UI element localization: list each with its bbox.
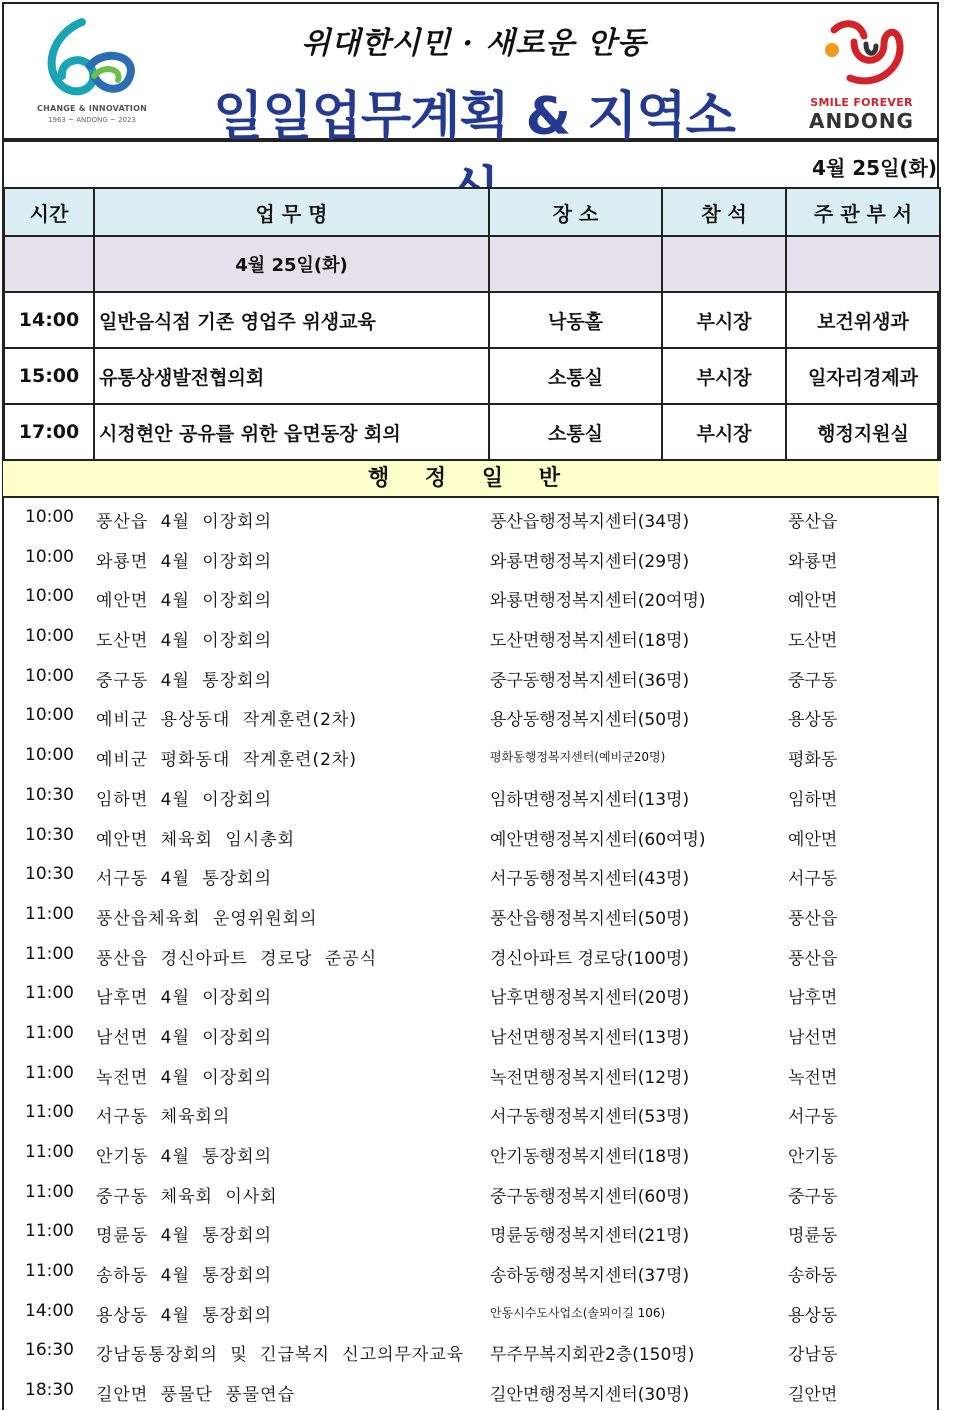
list-item — [3, 657, 939, 697]
item-dept: 중구동 — [788, 670, 838, 691]
item-place: 용상동행정복지센터(50명) — [490, 710, 690, 731]
event-place: 소통실 — [489, 348, 662, 404]
list-item — [3, 498, 939, 538]
item-name: 예안면 4월 이장회의 — [96, 591, 272, 612]
item-name: 용상동 4월 통장회의 — [96, 1305, 272, 1326]
list-item — [3, 1371, 939, 1411]
item-time: 18:30 — [25, 1380, 74, 1401]
item-dept: 풍산읍 — [788, 512, 838, 532]
list-item — [3, 736, 939, 776]
list-item — [3, 696, 939, 736]
list-item — [3, 617, 939, 657]
item-name: 서구동 4월 통장회의 — [96, 869, 272, 890]
item-dept: 용상동 — [788, 710, 838, 731]
item-place: 남선면행정복지센터(13명) — [490, 1027, 690, 1048]
event-place: 낙동홀 — [489, 292, 662, 348]
list-item — [3, 974, 939, 1014]
item-place: 경신아파트 경로당(100명) — [490, 948, 689, 969]
item-dept: 길안면 — [788, 1385, 838, 1406]
item-dept: 남후면 — [788, 988, 838, 1009]
list-item — [3, 577, 939, 617]
item-place: 명륜동행정복지센터(21명) — [490, 1226, 690, 1247]
table-row — [4, 348, 940, 404]
item-place: 풍산읍행정복지센터(34명) — [490, 512, 690, 532]
item-dept: 남선면 — [788, 1027, 838, 1048]
item-time: 11:00 — [25, 1062, 74, 1083]
item-place: 남후면행정복지센터(20명) — [490, 988, 690, 1009]
event-attendee: 부시장 — [662, 348, 786, 404]
table-row — [4, 292, 940, 348]
item-dept: 도산면 — [788, 631, 838, 652]
andong-logo — [804, 16, 919, 136]
item-time: 10:30 — [25, 824, 74, 845]
item-place: 서구동행정복지센터(53명) — [490, 1107, 690, 1128]
item-name: 명륜동 4월 통장회의 — [96, 1226, 272, 1247]
header-dept: 주 관 부 서 — [786, 188, 940, 236]
item-time: 14:00 — [25, 1300, 74, 1321]
item-time: 11:00 — [25, 903, 74, 924]
page-title: 일일업무계획 & 지역소 — [213, 87, 735, 147]
item-name: 예비군 용상동대 작계훈련(2차) — [96, 710, 357, 731]
item-dept: 중구동 — [788, 1186, 838, 1207]
table-header-row — [4, 188, 940, 236]
list-item — [3, 1331, 939, 1371]
item-name: 송하동 4월 통장회의 — [96, 1266, 272, 1287]
item-dept: 예안면 — [788, 829, 838, 850]
current-date: 4월 25일(화) — [812, 156, 937, 180]
logo-years: 1963 ~ ANDONG ~ 2023 — [48, 116, 136, 124]
item-place: 풍산읍행정복지센터(50명) — [490, 908, 690, 929]
item-time: 10:00 — [25, 745, 74, 766]
table-row — [4, 404, 940, 460]
header-task: 업 무 명 — [94, 188, 489, 236]
header-place: 장 소 — [489, 188, 662, 236]
item-dept: 명륜동 — [788, 1226, 838, 1247]
slogan: 위대한시민 · 새로운 안동 — [301, 26, 647, 61]
item-place: 중구동행정복지센터(36명) — [490, 670, 690, 691]
item-dept: 녹전면 — [788, 1067, 838, 1088]
anniversary-logo — [32, 14, 152, 134]
event-dept: 행정지원실 — [786, 404, 940, 460]
table-date: 4월 25일(화) — [94, 236, 489, 292]
item-place: 안동시수도사업소(솔뫼이길 106) — [490, 1305, 666, 1320]
item-time: 11:00 — [25, 983, 74, 1004]
item-name: 예비군 평화동대 작계훈련(2차) — [96, 750, 357, 771]
event-title: 일반음식점 기존 영업주 위생교육 — [94, 292, 489, 348]
list-item — [3, 816, 939, 856]
logo-smile-text: SMILE FOREVER — [810, 96, 913, 109]
item-name: 서구동 체육회의 — [96, 1107, 231, 1128]
item-place: 와룡면행정복지센터(29명) — [490, 551, 690, 572]
item-dept: 풍산읍 — [788, 948, 838, 969]
item-dept: 안기동 — [788, 1147, 838, 1167]
event-title: 유통상생발전협의회 — [94, 348, 489, 404]
item-dept: 송하동 — [788, 1266, 838, 1287]
item-dept: 예안면 — [788, 591, 838, 612]
item-place: 평화동행정복지센터(예비군20명) — [490, 750, 666, 765]
header-attendee: 참 석 — [662, 188, 786, 236]
sixty-logo-icon — [32, 14, 152, 104]
logo-caption: CHANGE & INNOVATION — [37, 104, 147, 113]
item-name: 풍산읍 경신아파트 경로당 준공식 — [96, 948, 378, 969]
event-time: 17:00 — [4, 404, 94, 460]
item-name: 풍산읍체육회 운영위원회의 — [96, 908, 318, 929]
item-name: 임하면 4월 이장회의 — [96, 789, 272, 810]
list-item — [3, 1173, 939, 1213]
item-dept: 임하면 — [788, 789, 838, 810]
item-name: 도산면 4월 이장회의 — [96, 631, 272, 652]
list-item — [3, 1054, 939, 1094]
item-time: 10:30 — [25, 784, 74, 805]
item-dept: 풍산읍 — [788, 908, 838, 929]
item-name: 남선면 4월 이장회의 — [96, 1027, 272, 1048]
item-time: 16:30 — [25, 1340, 74, 1361]
item-name: 풍산읍 4월 이장회의 — [96, 512, 272, 532]
item-name: 중구동 4월 통장회의 — [96, 670, 272, 691]
list-item — [3, 538, 939, 578]
item-place: 길안면행정복지센터(30명) — [490, 1385, 690, 1406]
item-dept: 용상동 — [788, 1305, 838, 1326]
item-name: 길안면 풍물단 풍물연습 — [96, 1385, 296, 1406]
item-time: 10:30 — [25, 864, 74, 885]
list-item — [3, 776, 939, 816]
logo-andong-text: ANDONG — [809, 109, 914, 133]
item-dept: 서구동 — [788, 869, 838, 890]
list-item — [3, 895, 939, 935]
item-time: 10:00 — [25, 665, 74, 686]
item-name: 와룡면 4월 이장회의 — [96, 551, 272, 572]
list-item — [3, 1014, 939, 1054]
item-name: 강남동통장회의 및 긴급복지 신고의무자교육 — [96, 1345, 465, 1366]
section-header: 행 정 일 반 — [3, 459, 939, 498]
item-name: 녹전면 4월 이장회의 — [96, 1067, 272, 1088]
list-item — [3, 1133, 939, 1173]
item-dept: 평화동 — [788, 750, 838, 771]
event-title: 시정현안 공유를 위한 읍면동장 회의 — [94, 404, 489, 460]
item-time: 11:00 — [25, 1102, 74, 1123]
item-place: 서구동행정복지센터(43명) — [490, 869, 690, 890]
event-attendee: 부시장 — [662, 404, 786, 460]
item-time: 10:00 — [25, 586, 74, 607]
item-place: 송하동행정복지센터(37명) — [490, 1266, 690, 1287]
item-time: 10:00 — [25, 705, 74, 726]
event-time: 15:00 — [4, 348, 94, 404]
list-item — [3, 1252, 939, 1292]
item-name: 남후면 4월 이장회의 — [96, 988, 272, 1009]
list-item — [3, 1093, 939, 1133]
item-time: 11:00 — [25, 1022, 74, 1043]
event-dept: 일자리경제과 — [786, 348, 940, 404]
item-time: 10:00 — [25, 507, 74, 527]
item-time: 11:00 — [25, 1221, 74, 1242]
item-place: 무주무복지회관2층(150명) — [490, 1345, 695, 1366]
event-attendee: 부시장 — [662, 292, 786, 348]
item-name: 예안면 체육회 임시총회 — [96, 829, 296, 850]
item-name: 안기동 4월 통장회의 — [96, 1147, 272, 1167]
item-time: 10:00 — [25, 546, 74, 567]
table-date-row — [4, 236, 940, 292]
item-place: 안기동행정복지센터(18명) — [490, 1147, 690, 1167]
item-dept: 와룡면 — [788, 551, 838, 572]
list-item — [3, 935, 939, 975]
item-time: 11:00 — [25, 1142, 74, 1162]
list-item — [3, 1212, 939, 1252]
item-place: 도산면행정복지센터(18명) — [490, 631, 690, 652]
event-time: 14:00 — [4, 292, 94, 348]
item-time: 11:00 — [25, 943, 74, 964]
event-place: 소통실 — [489, 404, 662, 460]
item-name: 중구동 체육회 이사회 — [96, 1186, 278, 1207]
header — [2, 2, 939, 147]
item-place: 와룡면행정복지센터(20여명) — [490, 591, 706, 612]
item-place: 임하면행정복지센터(13명) — [490, 789, 690, 810]
header-time: 시간 — [4, 188, 94, 236]
item-dept: 강남동 — [788, 1345, 838, 1366]
date-bar — [4, 140, 937, 186]
item-place: 중구동행정복지센터(60명) — [490, 1186, 690, 1207]
general-schedule-list — [3, 498, 939, 1411]
item-place: 예안면행정복지센터(60여명) — [490, 829, 706, 850]
item-time: 10:00 — [25, 626, 74, 647]
item-dept: 서구동 — [788, 1107, 838, 1128]
item-place: 녹전면행정복지센터(12명) — [490, 1067, 690, 1088]
item-time: 11:00 — [25, 1261, 74, 1282]
item-time: 11:00 — [25, 1181, 74, 1202]
event-dept: 보건위생과 — [786, 292, 940, 348]
smile-andong-icon — [804, 16, 919, 96]
list-item — [3, 855, 939, 895]
list-item — [3, 1292, 939, 1332]
schedule-table — [3, 187, 941, 461]
